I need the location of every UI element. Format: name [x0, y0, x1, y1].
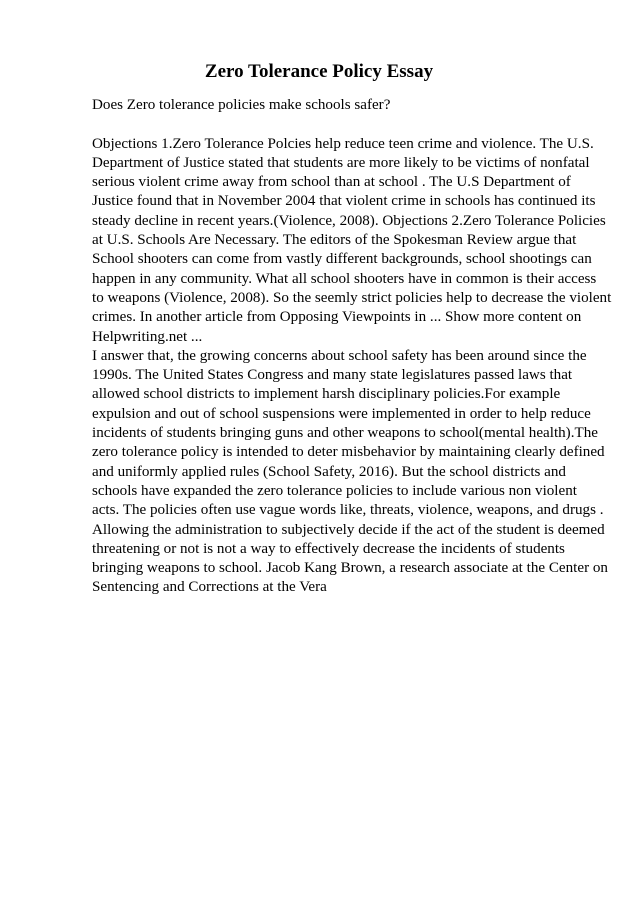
text-line: serious violent crime away from school than at school . The U.S Department of: [92, 174, 571, 191]
text-line: Allowing the administration to subjectively decide if the act of the student is deemed: [92, 521, 605, 538]
text-line: Helpwriting.net ...: [92, 328, 203, 345]
text-line: bringing weapons to school. Jacob Kang Brown, a research associate at the Center on: [92, 560, 608, 577]
text-line: Justice found that in November 2004 that violent crime in schools has continued its: [92, 193, 596, 210]
text-line: School shooters can come from vastly different backgrounds, school shootings can: [92, 251, 592, 268]
text-line: to weapons (Violence, 2008). So the seemly strict policies help to decrease the violent: [92, 289, 612, 306]
text-line: 1990s. The United States Congress and many state legislatures passed laws that: [92, 367, 573, 384]
text-line: zero tolerance policy is intended to deter misbehavior by maintaining clearly defined: [92, 444, 605, 461]
text-line: and uniformly applied rules (School Safety, 2016). But the school districts and: [92, 463, 566, 480]
text-line: Sentencing and Corrections at the Vera: [92, 579, 327, 596]
text-line: expulsion and out of school suspensions were implemented in order to help reduce: [92, 405, 591, 422]
document-title: Zero Tolerance Policy Essay: [204, 61, 434, 82]
paragraph-objections: [92, 135, 612, 347]
text-line: crimes. In another article from Opposing Viewpoints in ... Show more content on: [92, 309, 582, 326]
text-line: Department of Justice stated that students are more likely to be victims of nonfatal: [92, 154, 590, 171]
text-line: incidents of students bringing guns and other weapons to school(mental health).The: [92, 425, 598, 442]
text-line: at U.S. Schools Are Necessary. The editors of the Spokesman Review argue that: [92, 232, 577, 249]
text-line: steady decline in recent years.(Violence, 2008). Objections 2.Zero Tolerance Policies: [92, 212, 606, 229]
paragraph-answer: [92, 347, 608, 598]
text-line: threatening or not is not a way to effectively decrease the incidents of students: [92, 540, 565, 557]
text-line: schools have expanded the zero tolerance policies to include various non violent: [92, 482, 577, 499]
text-line: Objections 1.Zero Tolerance Polcies help reduce teen crime and violence. The U.S.: [92, 135, 594, 152]
question-line: Does Zero tolerance policies make schools safer?: [92, 97, 391, 113]
document-body: [92, 96, 612, 598]
text-line: allowed school districts to implement harsh disciplinary policies.For example: [92, 386, 561, 403]
text-line: acts. The policies often use vague words like, threats, violence, weapons, and drugs .: [92, 502, 604, 519]
text-line: I answer that, the growing concerns about school safety has been around since the: [92, 347, 587, 364]
paragraph-gap: [92, 115, 597, 134]
text-line: happen in any community. What all school shooters have in common is their access: [92, 270, 597, 287]
